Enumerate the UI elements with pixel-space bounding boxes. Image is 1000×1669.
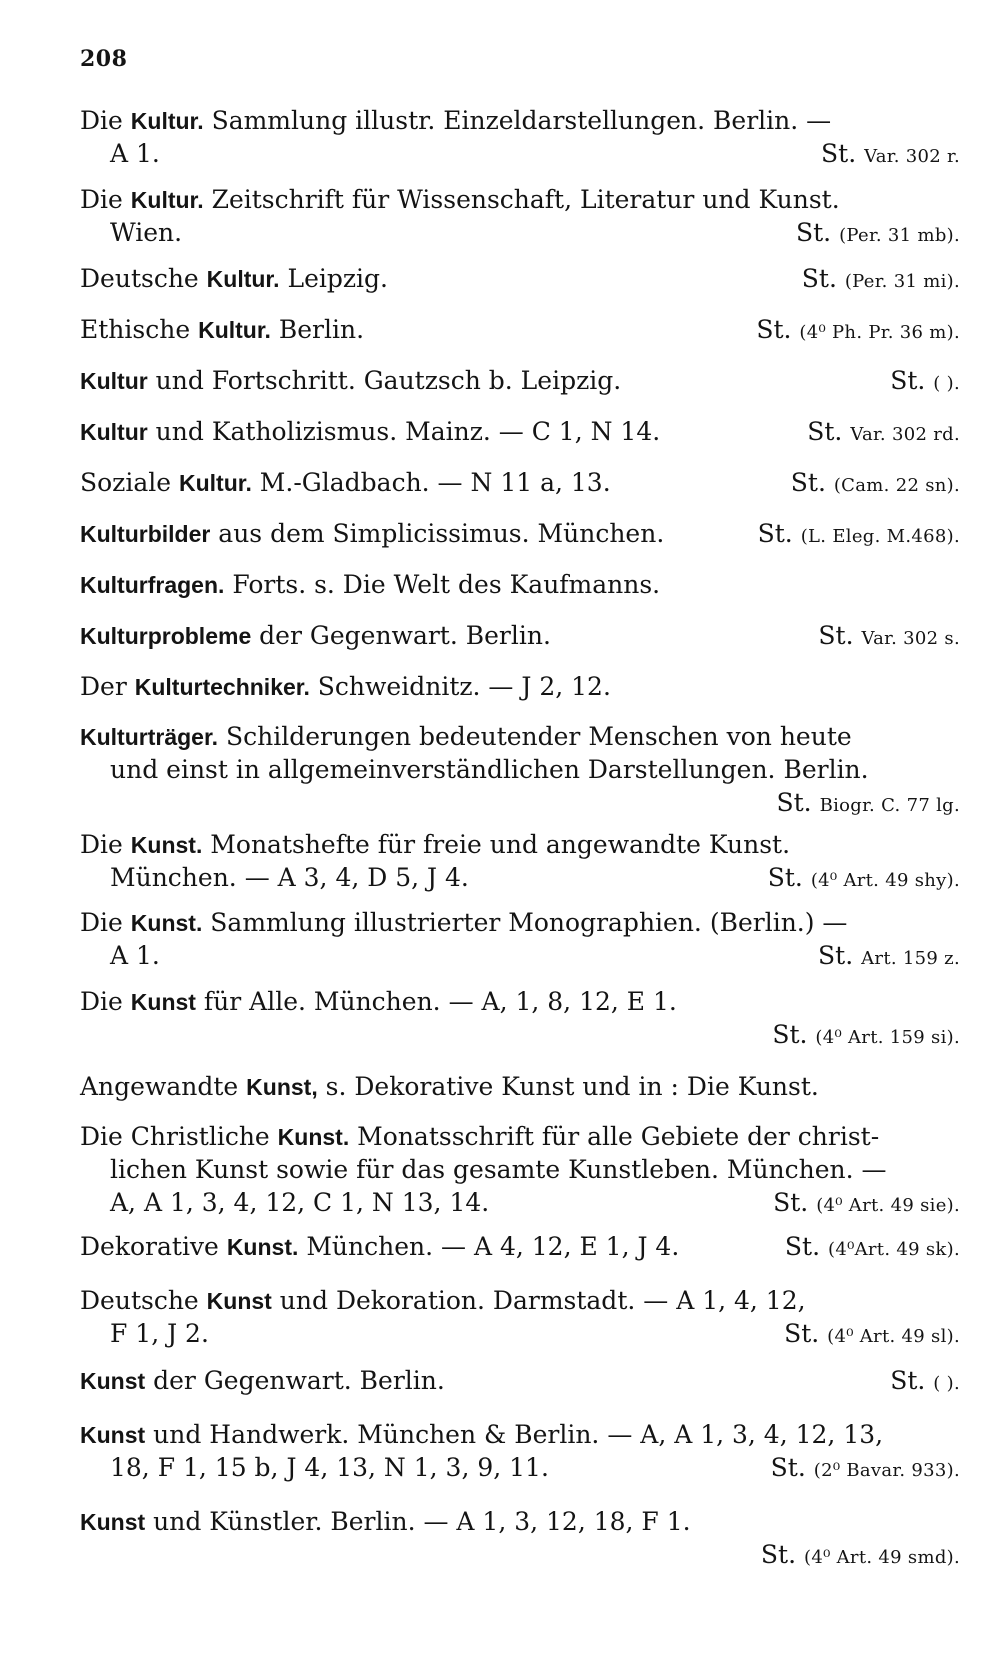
entry-text: für Alle. München. — A, 1, 8, 12, E 1. [195, 987, 677, 1016]
catalog-entry [80, 720, 960, 819]
entry-prefix: Deutsche [80, 1286, 207, 1315]
shelf-library: St. [776, 788, 812, 817]
entry-text: Monatsschrift für alle Gebiete der christ- [349, 1122, 880, 1151]
shelf-mark [756, 313, 960, 349]
catalog-entry [80, 517, 960, 550]
shelf-library: St. [818, 941, 854, 970]
entry-prefix: Soziale [80, 468, 179, 497]
entry-keyword: Kulturtechniker. [134, 674, 310, 700]
entry-keyword: Kunst [206, 1288, 272, 1314]
entry-prefix: Die [80, 106, 131, 135]
entry-prefix: Angewandte [80, 1072, 247, 1101]
entry-keyword: Kunst. [277, 1124, 350, 1150]
shelf-library: St. [890, 366, 926, 395]
entry-keyword: Kultur. [130, 187, 204, 213]
catalog-entry [80, 1284, 960, 1350]
shelf-library: St. [790, 468, 826, 497]
shelf-class: (Cam. 22 sn). [833, 475, 960, 496]
shelf-mark [802, 262, 960, 298]
shelf-library: St. [801, 264, 837, 293]
catalog-entry [80, 1418, 960, 1484]
catalog-entry [80, 415, 960, 448]
shelf-class: Var. 302 r. [864, 146, 960, 167]
entry-continuation: A 1. [110, 941, 160, 970]
catalog-entry [80, 262, 960, 295]
entry-continuation: lichen Kunst sowie für das gesamte Kunstleben. München. — [110, 1155, 887, 1184]
catalog-entry [80, 619, 960, 652]
entry-keyword: Kunst [80, 1509, 146, 1535]
shelf-mark [758, 517, 960, 553]
catalog-entry [80, 906, 960, 972]
entry-keyword: Kunst. [130, 832, 203, 858]
catalog-entry [80, 466, 960, 499]
entry-keyword: Kultur. [206, 266, 280, 292]
entry-keyword: Kultur. [130, 108, 204, 134]
shelf-class: (4⁰ Art. 49 smd). [804, 1547, 960, 1568]
shelf-mark [771, 1451, 960, 1487]
entry-keyword: Kulturbilder [80, 521, 211, 547]
shelf-mark [784, 1317, 960, 1353]
shelf-mark [777, 786, 961, 822]
shelf-library: St. [773, 1188, 809, 1217]
catalog-entry [80, 1505, 960, 1571]
entry-keyword: Kulturträger. [80, 724, 219, 750]
entry-text: der Gegenwart. Berlin. [251, 621, 551, 650]
shelf-class: (Per. 31 mb). [839, 225, 960, 246]
entry-prefix: Der [80, 672, 135, 701]
catalog-entry [80, 828, 960, 894]
entry-text: Leipzig. [279, 264, 388, 293]
shelf-class: Var. 302 s. [861, 628, 960, 649]
catalog-entry [80, 313, 960, 346]
shelf-class: (4⁰ Art. 49 shy). [810, 870, 960, 891]
shelf-library: St. [770, 1453, 806, 1482]
shelf-class: (4⁰Art. 49 sk). [828, 1239, 960, 1260]
shelf-library: St. [757, 519, 793, 548]
shelf-class: ( ). [933, 1373, 960, 1394]
entry-continuation: und einst in allgemeinverständlichen Darstellungen. Berlin. [110, 755, 869, 784]
shelf-library: St. [767, 863, 803, 892]
entry-text: und Dekoration. Darmstadt. — A 1, 4, 12, [271, 1286, 806, 1315]
entry-continuation: 18, F 1, 15 b, J 4, 13, N 1, 3, 9, 11. [110, 1453, 549, 1482]
entry-continuation: Wien. [110, 218, 183, 247]
entry-prefix: Die Christliche [80, 1122, 278, 1151]
entry-keyword: Kunst, [246, 1074, 318, 1100]
catalog-entry [80, 1364, 960, 1397]
shelf-class: ( ). [933, 373, 960, 394]
entry-keyword: Kunst [80, 1422, 146, 1448]
entry-keyword: Kulturprobleme [80, 623, 252, 649]
entry-text: und Fortschritt. Gautzsch b. Leipzig. [147, 366, 622, 395]
entry-text: und Katholizismus. Mainz. — C 1, N 14. [147, 417, 661, 446]
catalog-entry [80, 1120, 960, 1219]
entry-text: Schilderungen bedeutender Menschen von heute [218, 722, 852, 751]
entry-text: Zeitschrift für Wissenschaft, Literatur und Kunst. [203, 185, 840, 214]
shelf-class: (4⁰ Art. 159 si). [815, 1027, 960, 1048]
catalog-entry [80, 670, 960, 703]
shelf-class: (4⁰ Art. 49 sl). [827, 1326, 960, 1347]
shelf-library: St. [756, 315, 792, 344]
entry-keyword: Kultur. [198, 317, 271, 343]
shelf-mark [818, 939, 960, 975]
entry-prefix: Deutsche [80, 264, 207, 293]
shelf-library: St. [807, 417, 843, 446]
entry-prefix: Die [80, 908, 131, 937]
entry-text: M.-Gladbach. — N 11 a, 13. [251, 468, 611, 497]
entry-keyword: Kunst. [130, 910, 203, 936]
catalog-entry [80, 985, 960, 1051]
shelf-class: Var. 302 rd. [850, 424, 960, 445]
entry-keyword: Kunst [80, 1368, 146, 1394]
shelf-mark [890, 364, 960, 400]
entry-text: der Gegenwart. Berlin. [145, 1366, 445, 1395]
shelf-library: St. [772, 1020, 808, 1049]
shelf-mark [807, 415, 960, 451]
entry-text: Sammlung illustr. Einzeldarstellungen. Berlin. — [203, 106, 832, 135]
shelf-mark [772, 1018, 960, 1054]
entry-text: Monatshefte für freie und angewandte Kunst. [202, 830, 791, 859]
shelf-library: St. [784, 1232, 821, 1261]
catalog-entry [80, 104, 960, 170]
entry-keyword: Kulturfragen. [80, 572, 225, 598]
shelf-library: St. [760, 1540, 797, 1569]
catalog-entry [80, 568, 960, 601]
catalog-entry [80, 364, 960, 397]
entry-text: und Handwerk. München & Berlin. — A, A 1, 3, 4, 12, 13, [145, 1420, 884, 1449]
entry-prefix: Die [80, 987, 131, 1016]
shelf-class: (L. Eleg. M.468). [800, 526, 960, 547]
entry-text: Forts. s. Die Welt des Kaufmanns. [224, 570, 661, 599]
shelf-mark [773, 1186, 960, 1222]
entry-prefix: Die [80, 185, 131, 214]
shelf-mark [785, 1230, 960, 1266]
catalog-entry [80, 183, 960, 249]
shelf-class: Art. 159 z. [861, 948, 960, 969]
entry-keyword: Kunst. [226, 1234, 299, 1260]
entry-continuation: F 1, J 2. [110, 1319, 209, 1348]
entry-text: aus dem Simplicissimus. München. [210, 519, 665, 548]
shelf-mark [818, 619, 960, 655]
shelf-library: St. [890, 1366, 926, 1395]
entry-continuation: A, A 1, 3, 4, 12, C 1, N 13, 14. [110, 1188, 490, 1217]
shelf-library: St. [796, 218, 832, 247]
shelf-class: (4⁰ Ph. Pr. 36 m). [799, 322, 960, 343]
entry-text: Berlin. [270, 315, 365, 344]
shelf-mark [890, 1364, 960, 1400]
shelf-mark [791, 466, 960, 502]
entry-prefix: Ethische [80, 315, 199, 344]
shelf-class: (2⁰ Bavar. 933). [813, 1460, 960, 1481]
entry-continuation: München. — A 3, 4, D 5, J 4. [110, 863, 469, 892]
entry-keyword: Kultur. [179, 470, 252, 496]
entry-text: und Künstler. Berlin. — A 1, 3, 12, 18, F 1. [145, 1507, 691, 1536]
entry-text: München. — A 4, 12, E 1, J 4. [298, 1232, 680, 1261]
shelf-class: (4⁰ Art. 49 sie). [816, 1195, 960, 1216]
entry-text: Sammlung illustrierter Monographien. (Berlin.) — [202, 908, 848, 937]
shelf-mark [768, 861, 960, 897]
entry-text: s. Dekorative Kunst und in : Die Kunst. [317, 1072, 819, 1101]
catalog-entry [80, 1070, 960, 1103]
shelf-class: (Per. 31 mi). [844, 271, 960, 292]
shelf-library: St. [821, 139, 857, 168]
entry-text: Schweidnitz. — J 2, 12. [309, 672, 611, 701]
shelf-library: St. [818, 621, 854, 650]
shelf-library: St. [784, 1319, 820, 1348]
shelf-mark [821, 137, 960, 173]
entry-keyword: Kultur [80, 419, 148, 445]
entry-prefix: Die [80, 830, 131, 859]
entry-keyword: Kunst [130, 989, 196, 1015]
catalog-entry [80, 1230, 960, 1263]
shelf-class: Biogr. C. 77 lg. [819, 795, 960, 816]
entry-keyword: Kultur [80, 368, 148, 394]
entry-continuation: A 1. [110, 139, 160, 168]
shelf-mark [761, 1538, 960, 1574]
page-number: 208 [80, 46, 128, 72]
shelf-mark [796, 216, 960, 252]
entry-prefix: Dekorative [80, 1232, 227, 1261]
